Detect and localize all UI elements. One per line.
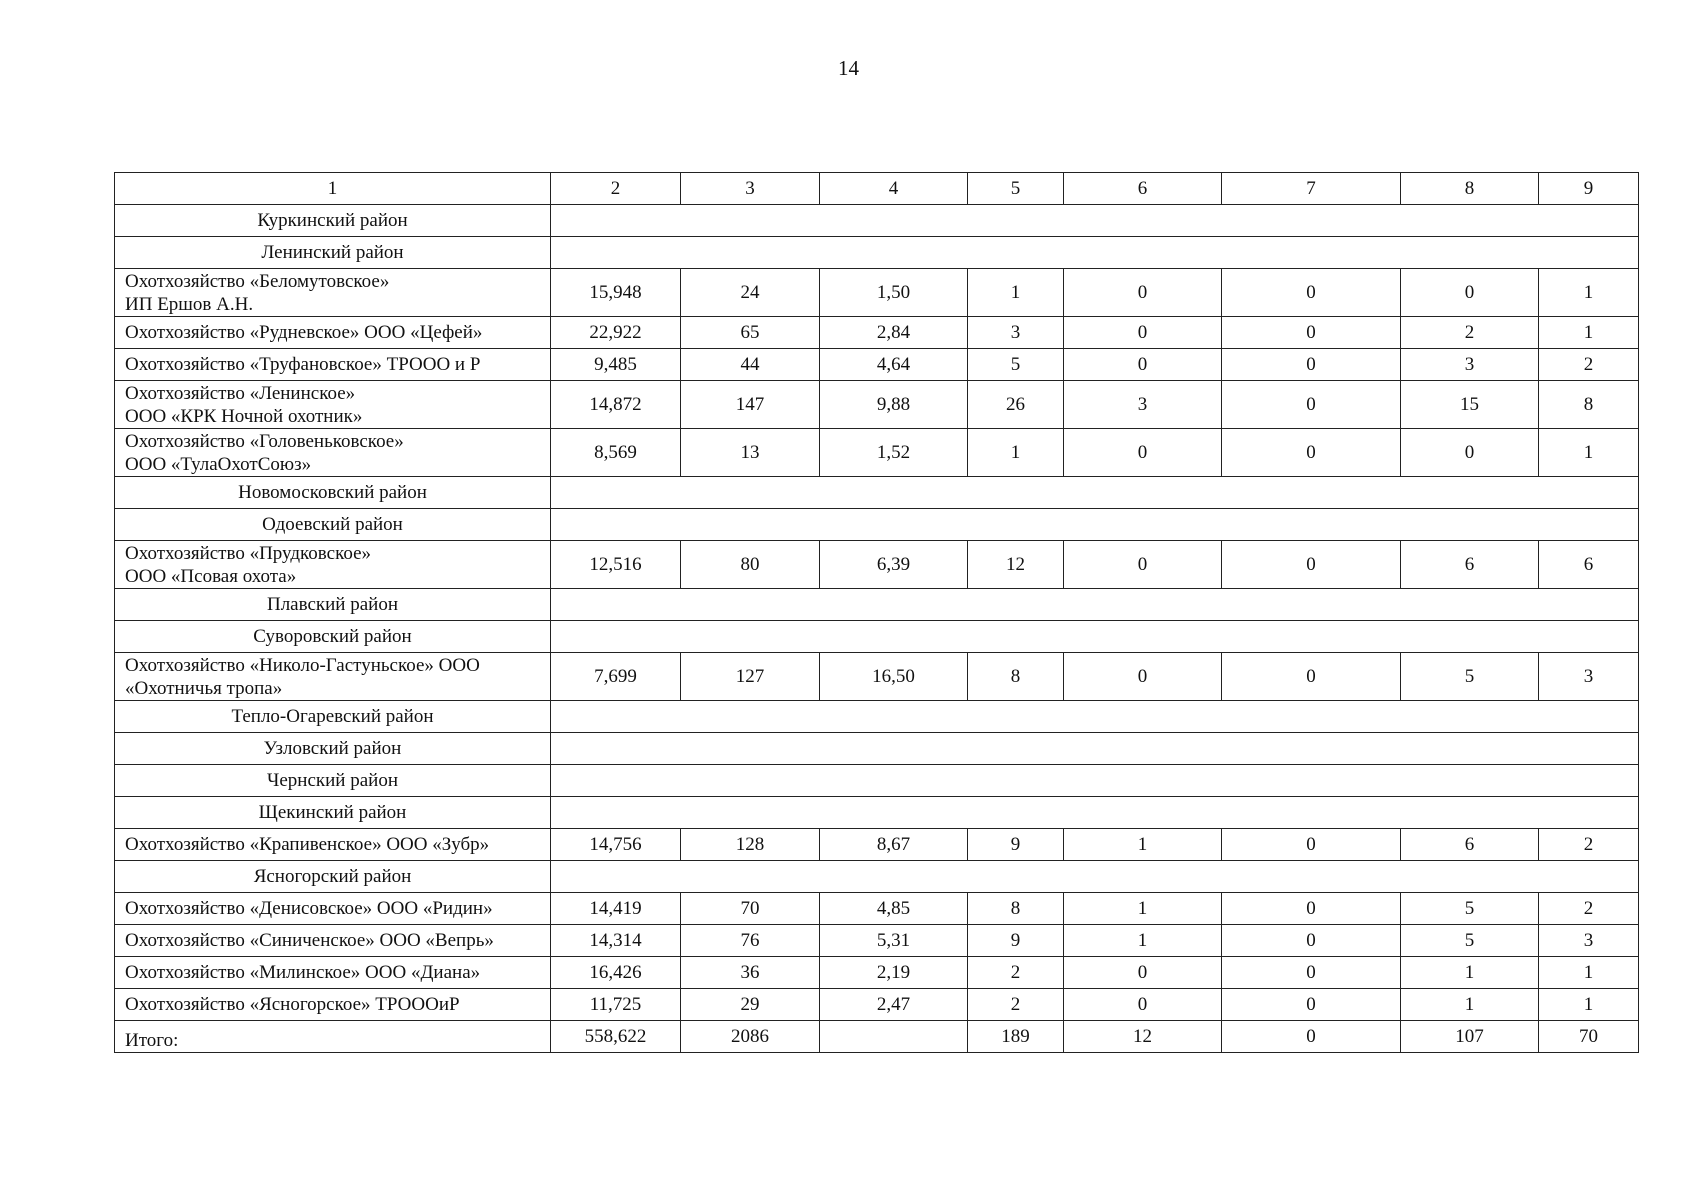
total-value-col-9: 70 — [1539, 1021, 1639, 1053]
value-col-2: 7,699 — [551, 653, 681, 701]
value-col-3: 24 — [681, 269, 820, 317]
value-col-6: 1 — [1064, 925, 1222, 957]
district-empty-cell — [551, 701, 1639, 733]
district-name: Суворовский район — [115, 621, 551, 653]
total-value-col-2: 558,622 — [551, 1021, 681, 1053]
value-col-2: 22,922 — [551, 317, 681, 349]
total-value-col-7: 0 — [1222, 1021, 1401, 1053]
column-number-6: 6 — [1064, 173, 1222, 205]
district-empty-cell — [551, 765, 1639, 797]
district-empty-cell — [551, 237, 1639, 269]
name-line: Охотхозяйство «Рудневское» ООО «Цефей» — [125, 322, 483, 343]
name-line: «Охотничья тропа» — [125, 677, 283, 699]
value-col-6: 0 — [1064, 317, 1222, 349]
hunting-ground-name — [115, 317, 551, 349]
table-row — [115, 269, 1639, 317]
hunting-ground-name — [115, 381, 551, 429]
value-col-8: 1 — [1401, 989, 1539, 1021]
hunting-ground-name — [115, 653, 551, 701]
district-name: Плавский район — [115, 589, 551, 621]
table-row — [115, 925, 1639, 957]
value-col-3: 65 — [681, 317, 820, 349]
table-row — [115, 829, 1639, 861]
total-value-col-4 — [820, 1021, 968, 1053]
value-col-8: 2 — [1401, 317, 1539, 349]
table-row — [115, 317, 1639, 349]
value-col-5: 5 — [968, 349, 1064, 381]
column-number-9: 9 — [1539, 173, 1639, 205]
name-line: Охотхозяйство «Ясногорское» ТРОООиР — [125, 994, 460, 1015]
value-col-9: 8 — [1539, 381, 1639, 429]
district-row — [115, 701, 1639, 733]
value-col-6: 0 — [1064, 269, 1222, 317]
value-col-7: 0 — [1222, 893, 1401, 925]
hunting-ground-name — [115, 925, 551, 957]
value-col-8: 6 — [1401, 541, 1539, 589]
district-row — [115, 205, 1639, 237]
value-col-7: 0 — [1222, 269, 1401, 317]
name-line: ИП Ершов А.Н. — [125, 293, 254, 315]
column-number-7: 7 — [1222, 173, 1401, 205]
hunting-ground-name — [115, 541, 551, 589]
value-col-5: 2 — [968, 989, 1064, 1021]
value-col-5: 9 — [968, 829, 1064, 861]
value-col-8: 15 — [1401, 381, 1539, 429]
total-value-col-6: 12 — [1064, 1021, 1222, 1053]
value-col-3: 36 — [681, 957, 820, 989]
value-col-9: 1 — [1539, 269, 1639, 317]
value-col-2: 16,426 — [551, 957, 681, 989]
district-row — [115, 733, 1639, 765]
hunting-ground-name — [115, 893, 551, 925]
district-empty-cell — [551, 621, 1639, 653]
value-col-8: 0 — [1401, 429, 1539, 477]
hunting-ground-name — [115, 269, 551, 317]
district-empty-cell — [551, 509, 1639, 541]
value-col-2: 8,569 — [551, 429, 681, 477]
value-col-9: 1 — [1539, 429, 1639, 477]
value-col-6: 1 — [1064, 893, 1222, 925]
value-col-3: 128 — [681, 829, 820, 861]
value-col-4: 1,50 — [820, 269, 968, 317]
value-col-8: 6 — [1401, 829, 1539, 861]
value-col-7: 0 — [1222, 957, 1401, 989]
value-col-8: 1 — [1401, 957, 1539, 989]
name-line: Охотхозяйство «Беломутовское» — [125, 270, 390, 292]
value-col-4: 8,67 — [820, 829, 968, 861]
district-empty-cell — [551, 589, 1639, 621]
value-col-9: 1 — [1539, 989, 1639, 1021]
value-col-3: 70 — [681, 893, 820, 925]
value-col-5: 12 — [968, 541, 1064, 589]
column-number-3: 3 — [681, 173, 820, 205]
total-value-col-5: 189 — [968, 1021, 1064, 1053]
value-col-8: 5 — [1401, 893, 1539, 925]
column-number-8: 8 — [1401, 173, 1539, 205]
value-col-8: 5 — [1401, 653, 1539, 701]
district-name: Одоевский район — [115, 509, 551, 541]
value-col-7: 0 — [1222, 317, 1401, 349]
value-col-6: 0 — [1064, 653, 1222, 701]
value-col-7: 0 — [1222, 989, 1401, 1021]
value-col-6: 0 — [1064, 957, 1222, 989]
value-col-6: 3 — [1064, 381, 1222, 429]
column-number-4: 4 — [820, 173, 968, 205]
name-line: Охотхозяйство «Ленинское» — [125, 382, 356, 404]
district-empty-cell — [551, 733, 1639, 765]
value-col-6: 0 — [1064, 429, 1222, 477]
value-col-7: 0 — [1222, 429, 1401, 477]
value-col-9: 1 — [1539, 957, 1639, 989]
district-row — [115, 797, 1639, 829]
name-line: Охотхозяйство «Милинское» ООО «Диана» — [125, 962, 481, 983]
value-col-2: 9,485 — [551, 349, 681, 381]
hunting-ground-name — [115, 429, 551, 477]
district-name: Куркинский район — [115, 205, 551, 237]
value-col-2: 11,725 — [551, 989, 681, 1021]
value-col-2: 12,516 — [551, 541, 681, 589]
value-col-9: 2 — [1539, 829, 1639, 861]
district-row — [115, 509, 1639, 541]
name-line: Охотхозяйство «Денисовское» ООО «Ридин» — [125, 898, 493, 919]
value-col-4: 16,50 — [820, 653, 968, 701]
district-name: Чернский район — [115, 765, 551, 797]
value-col-5: 1 — [968, 269, 1064, 317]
value-col-6: 0 — [1064, 349, 1222, 381]
name-line: ООО «ТулаОхотСоюз» — [125, 453, 312, 475]
value-col-8: 3 — [1401, 349, 1539, 381]
name-line: Охотхозяйство «Николо-Гастуньское» ООО — [125, 654, 480, 676]
table-row — [115, 429, 1639, 477]
header-row — [115, 173, 1639, 205]
table-row — [115, 989, 1639, 1021]
value-col-6: 0 — [1064, 541, 1222, 589]
district-row — [115, 237, 1639, 269]
value-col-3: 80 — [681, 541, 820, 589]
value-col-4: 4,64 — [820, 349, 968, 381]
district-row — [115, 861, 1639, 893]
name-line: Охотхозяйство «Головеньковское» — [125, 430, 404, 452]
total-value-col-8: 107 — [1401, 1021, 1539, 1053]
value-col-8: 5 — [1401, 925, 1539, 957]
hunting-ground-name — [115, 989, 551, 1021]
name-line: ООО «КРК Ночной охотник» — [125, 405, 363, 427]
value-col-3: 147 — [681, 381, 820, 429]
value-col-7: 0 — [1222, 381, 1401, 429]
district-name: Ясногорский район — [115, 861, 551, 893]
value-col-9: 1 — [1539, 317, 1639, 349]
value-col-9: 2 — [1539, 893, 1639, 925]
value-col-5: 9 — [968, 925, 1064, 957]
value-col-4: 2,19 — [820, 957, 968, 989]
value-col-4: 1,52 — [820, 429, 968, 477]
table-row — [115, 653, 1639, 701]
total-value-col-3: 2086 — [681, 1021, 820, 1053]
table-row — [115, 349, 1639, 381]
value-col-7: 0 — [1222, 349, 1401, 381]
district-name: Ленинский район — [115, 237, 551, 269]
value-col-5: 1 — [968, 429, 1064, 477]
district-name: Узловский район — [115, 733, 551, 765]
value-col-2: 15,948 — [551, 269, 681, 317]
value-col-2: 14,756 — [551, 829, 681, 861]
value-col-3: 44 — [681, 349, 820, 381]
district-empty-cell — [551, 205, 1639, 237]
district-row — [115, 765, 1639, 797]
district-empty-cell — [551, 797, 1639, 829]
name-line: Охотхозяйство «Прудковское» — [125, 542, 371, 564]
value-col-7: 0 — [1222, 541, 1401, 589]
value-col-3: 13 — [681, 429, 820, 477]
value-col-7: 0 — [1222, 653, 1401, 701]
district-empty-cell — [551, 861, 1639, 893]
value-col-4: 4,85 — [820, 893, 968, 925]
value-col-5: 8 — [968, 893, 1064, 925]
column-number-1: 1 — [115, 173, 551, 205]
value-col-6: 0 — [1064, 989, 1222, 1021]
value-col-6: 1 — [1064, 829, 1222, 861]
table-row — [115, 957, 1639, 989]
value-col-4: 9,88 — [820, 381, 968, 429]
value-col-4: 2,84 — [820, 317, 968, 349]
name-line: ООО «Псовая охота» — [125, 565, 297, 587]
value-col-2: 14,419 — [551, 893, 681, 925]
district-name: Щекинский район — [115, 797, 551, 829]
value-col-3: 76 — [681, 925, 820, 957]
table-row — [115, 541, 1639, 589]
hunting-ground-name — [115, 829, 551, 861]
column-number-2: 2 — [551, 173, 681, 205]
value-col-5: 3 — [968, 317, 1064, 349]
district-row — [115, 589, 1639, 621]
value-col-7: 0 — [1222, 829, 1401, 861]
total-label: Итого: — [115, 1021, 551, 1053]
district-empty-cell — [551, 477, 1639, 509]
value-col-7: 0 — [1222, 925, 1401, 957]
district-name: Новомосковский район — [115, 477, 551, 509]
value-col-9: 3 — [1539, 925, 1639, 957]
total-row — [115, 1021, 1639, 1053]
district-row — [115, 621, 1639, 653]
hunting-grounds-table — [114, 172, 1639, 1053]
hunting-ground-name — [115, 349, 551, 381]
value-col-2: 14,872 — [551, 381, 681, 429]
name-line: Охотхозяйство «Труфановское» ТРООО и Р — [125, 354, 481, 375]
page-number: 14 — [838, 56, 859, 80]
column-number-5: 5 — [968, 173, 1064, 205]
name-line: Охотхозяйство «Синиченское» ООО «Вепрь» — [125, 930, 494, 951]
value-col-5: 2 — [968, 957, 1064, 989]
district-name: Тепло-Огаревский район — [115, 701, 551, 733]
table-row — [115, 381, 1639, 429]
table-row — [115, 893, 1639, 925]
value-col-3: 127 — [681, 653, 820, 701]
value-col-4: 2,47 — [820, 989, 968, 1021]
district-row — [115, 477, 1639, 509]
hunting-ground-name — [115, 957, 551, 989]
value-col-2: 14,314 — [551, 925, 681, 957]
value-col-4: 5,31 — [820, 925, 968, 957]
value-col-9: 2 — [1539, 349, 1639, 381]
value-col-5: 26 — [968, 381, 1064, 429]
value-col-9: 6 — [1539, 541, 1639, 589]
value-col-4: 6,39 — [820, 541, 968, 589]
value-col-3: 29 — [681, 989, 820, 1021]
value-col-5: 8 — [968, 653, 1064, 701]
value-col-9: 3 — [1539, 653, 1639, 701]
name-line: Охотхозяйство «Крапивенское» ООО «Зубр» — [125, 834, 490, 855]
value-col-8: 0 — [1401, 269, 1539, 317]
